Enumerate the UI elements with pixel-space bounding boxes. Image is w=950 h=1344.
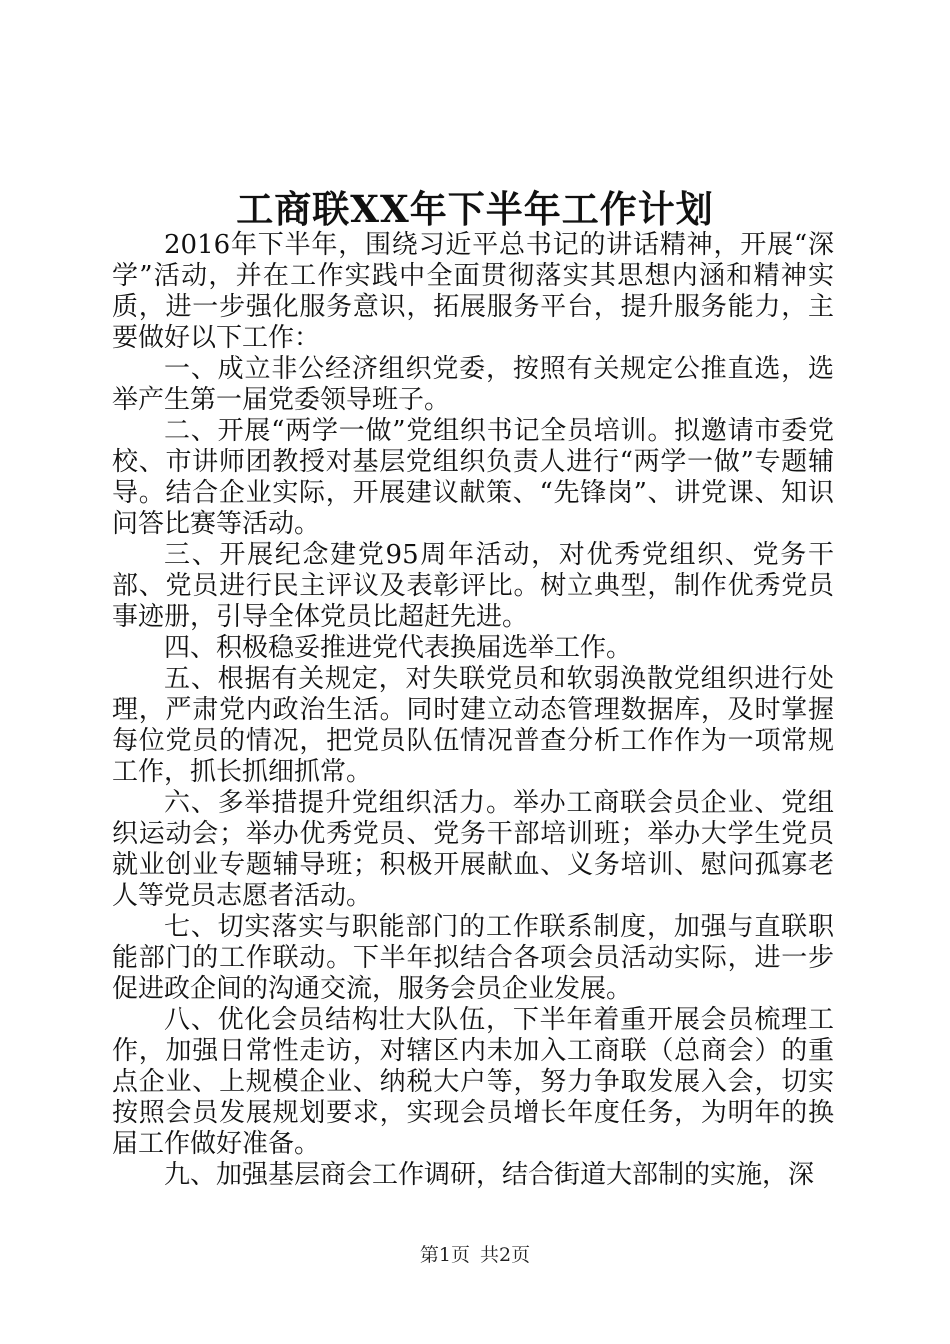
document-title: 工商联XX年下半年工作计划 [236,187,714,231]
paragraph-item-6: 六、多举措提升党组织活力。举办工商联会员企业、党组织运动会；举办优秀党员、党务干部培训班；举办大学生党员就业创业专题辅导班；积极开展献血、义务培训、慰问孤寡老人等党员志愿者活动。 [112,788,834,911]
page-number: 第1页 [419,1244,470,1266]
paragraph-intro: 2016年下半年，围绕习近平总书记的讲话精神，开展“深学”活动，并在工作实践中全面贯彻落实其思想内涵和精神实质，进一步强化服务意识，拓展服务平台，提升服务能力，主要做好以下工作： [112,230,834,353]
paragraph-item-3: 三、开展纪念建党95周年活动，对优秀党组织、党务干部、党员进行民主评议及表彰评比。树立典型，制作优秀党员事迹册，引导全体党员比超赶先进。 [112,540,834,632]
document-body [112,230,834,1191]
paragraph-item-4: 四、积极稳妥推进党代表换届选举工作。 [164,633,633,663]
page-total: 共2页 [480,1244,531,1266]
paragraph-item-7: 七、切实落实与职能部门的工作联系制度，加强与直联职能部门的工作联动。下半年拟结合各项会员活动实际，进一步促进政企间的沟通交流，服务会员企业发展。 [112,912,834,1004]
paragraph-item-5: 五、根据有关规定，对失联党员和软弱涣散党组织进行处理，严肃党内政治生活。同时建立动态管理数据库，及时掌握每位党员的情况，把党员队伍情况普查分析工作作为一项常规工作，抓长抓细抓常。 [112,664,834,787]
page-footer [0,1242,950,1268]
paragraph-item-9: 九、加强基层商会工作调研，结合街道大部制的实施，深 [164,1160,815,1190]
paragraph-item-2: 二、开展“两学一做”党组织书记全员培训。拟邀请市委党校、市讲师团教授对基层党组织负责人进行“两学一做”专题辅导。结合企业实际，开展建议献策、“先锋岗”、讲党课、知识问答比赛等活动。 [112,416,834,539]
paragraph-item-8: 八、优化会员结构壮大队伍，下半年着重开展会员梳理工作，加强日常性走访，对辖区内未加入工商联（总商会）的重点企业、上规模企业、纳税大户等，努力争取发展入会，切实按照会员发展规划要求，实现会员增长年度任务，为明年的换届工作做好准备。 [112,1005,834,1159]
paragraph-item-1: 一、成立非公经济组织党委，按照有关规定公推直选，选举产生第一届党委领导班子。 [112,354,834,415]
